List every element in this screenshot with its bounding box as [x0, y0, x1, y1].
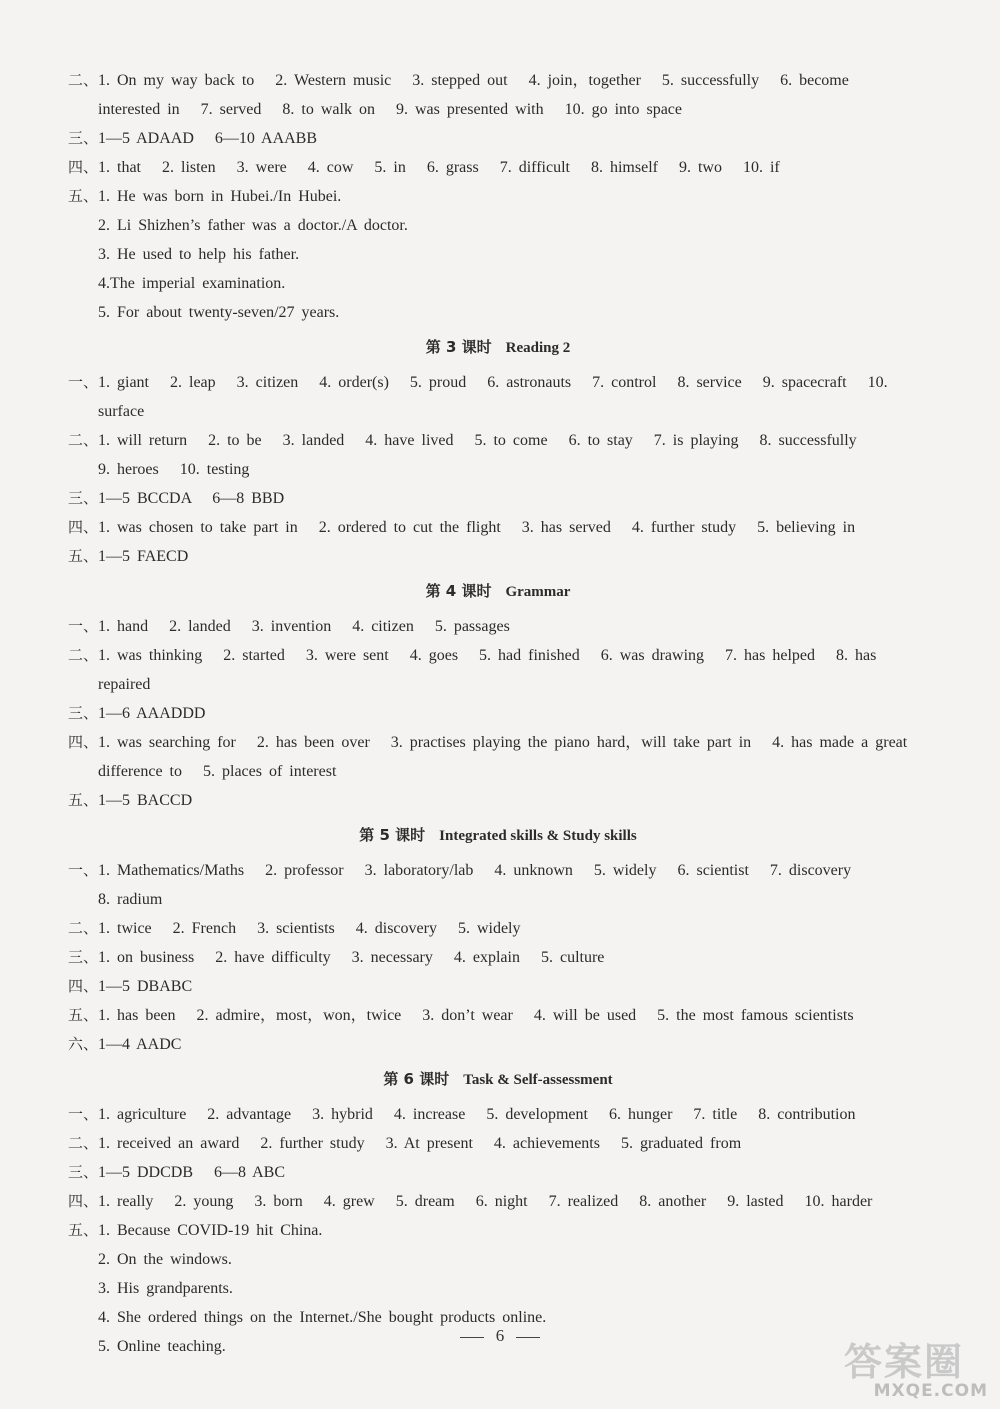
watermark-domain: MXQE.COM	[873, 1381, 988, 1401]
item-number: 四、	[68, 1192, 99, 1210]
heading-title: Task & Self-assessment	[463, 1072, 613, 1088]
item-number: 三、	[68, 948, 99, 966]
item-number: 二、	[68, 919, 99, 937]
item-number: 一、	[68, 617, 99, 635]
item-number: 二、	[68, 1134, 99, 1152]
answer-line	[68, 368, 928, 426]
answer-text: 1—5 DDCDB 6—8 ABC	[98, 1164, 286, 1181]
answer-line	[68, 153, 928, 182]
answer-line	[68, 1274, 928, 1303]
watermark-logo	[778, 1331, 988, 1401]
page-number-value: 6	[495, 1326, 505, 1345]
answer-text: 1—6 AAADDD	[98, 705, 206, 722]
answer-line	[68, 240, 928, 269]
answer-line	[68, 211, 928, 240]
answer-text: 1. He was born in Hubei./In Hubei.	[98, 188, 342, 205]
answer-line	[68, 66, 928, 95]
answer-text: 1. that 2. listen 3. were 4. cow 5. in 6. grass 7. difficult 8. himself 9. two 10. if	[98, 159, 780, 176]
heading-lesson: 第 5 课时	[359, 826, 426, 844]
heading-lesson: 第 4 课时	[425, 582, 492, 600]
answer-line	[68, 757, 928, 786]
answer-line	[68, 699, 928, 728]
item-number: 一、	[68, 373, 99, 391]
section-heading	[68, 821, 928, 850]
answer-line	[68, 1129, 928, 1158]
heading-title: Integrated skills & Study skills	[439, 828, 637, 844]
item-number: 三、	[68, 129, 99, 147]
answer-line	[68, 1216, 928, 1245]
answer-line	[68, 612, 928, 641]
item-number: 一、	[68, 861, 99, 879]
section-heading	[68, 577, 928, 606]
answer-line	[68, 786, 928, 815]
answer-content	[68, 66, 928, 1361]
answer-text: 8. radium	[98, 891, 163, 908]
item-number: 二、	[68, 646, 99, 664]
answer-text: 3. His grandparents.	[98, 1280, 233, 1297]
answer-text: 1—5 DBABC	[98, 978, 193, 995]
item-number: 五、	[68, 1006, 99, 1024]
section-heading	[68, 1065, 928, 1094]
answer-line	[68, 455, 928, 484]
answer-text: 1. twice 2. French 3. scientists 4. discovery 5. widely	[98, 920, 521, 937]
answer-line	[68, 1001, 928, 1030]
answer-line	[68, 943, 928, 972]
answer-text: 1. was chosen to take part in 2. ordered to cut the flight 3. has served 4. further study 5. believing in	[98, 519, 856, 536]
answer-line	[68, 269, 928, 298]
answer-text: 1. agriculture 2. advantage 3. hybrid 4. increase 5. development 6. hunger 7. title 8. contribution	[98, 1106, 856, 1123]
dash-left	[460, 1337, 484, 1338]
item-number: 五、	[68, 1221, 99, 1239]
item-number: 四、	[68, 518, 99, 536]
item-number: 五、	[68, 547, 99, 565]
answer-text: 1. really 2. young 3. born 4. grew 5. dream 6. night 7. realized 8. another 9. lasted 10. harder	[98, 1193, 873, 1210]
item-number: 四、	[68, 733, 99, 751]
section-reading-2	[68, 333, 928, 571]
answer-text: 1. Mathematics/Maths 2. professor 3. laboratory/lab 4. unknown 5. widely 6. scientist 7. discovery	[98, 862, 852, 879]
answer-text: 1. was thinking 2. started 3. were sent 4. goes 5. had finished 6. was drawing 7. has helped 8. has	[98, 647, 877, 664]
answer-line	[68, 1245, 928, 1274]
answer-line	[68, 182, 928, 211]
answer-line	[68, 1030, 928, 1059]
answer-text: 1. giant 2. leap 3. citizen 4. order(s) 5. proud 6. astronauts 7. control 8. service 9. spacecraft 10. surface	[98, 374, 895, 420]
answer-text: 2. On the windows.	[98, 1251, 232, 1268]
answer-text: 1. Because COVID-19 hit China.	[98, 1222, 323, 1239]
answer-text: 1—5 BACCD	[98, 792, 193, 809]
section-grammar	[68, 577, 928, 815]
section-task-self-assessment	[68, 1065, 928, 1361]
answer-text: 1—5 ADAAD 6—10 AAABB	[98, 130, 318, 147]
answer-text: 1. hand 2. landed 3. invention 4. citizen 5. passages	[98, 618, 510, 635]
answer-line	[68, 728, 928, 757]
watermark-title: 答案圈	[843, 1340, 964, 1384]
answer-line	[68, 426, 928, 455]
dash-right	[516, 1337, 540, 1338]
item-number: 二、	[68, 431, 99, 449]
answer-line	[68, 484, 928, 513]
item-number: 五、	[68, 791, 99, 809]
heading-title: Reading 2	[505, 340, 571, 356]
answer-text: 1. received an award 2. further study 3. At present 4. achievements 5. graduated from	[98, 1135, 742, 1152]
heading-title: Grammar	[505, 584, 571, 600]
answer-line	[68, 914, 928, 943]
answer-text: 1. has been 2. admire，most，won，twice 3. don’t wear 4. will be used 5. the most famous scientists	[98, 1007, 854, 1024]
item-number: 二、	[68, 71, 99, 89]
item-number: 三、	[68, 1163, 99, 1181]
item-number: 四、	[68, 977, 99, 995]
answer-text: 4.The imperial examination.	[98, 275, 286, 292]
section-integrated-skills	[68, 821, 928, 1059]
answer-line	[68, 298, 928, 327]
answer-text: 4. She ordered things on the Internet./She bought products online.	[98, 1309, 547, 1326]
answer-text: interested in 7. served 8. to walk on 9. was presented with 10. go into space	[98, 101, 682, 118]
answer-text: 1—5 BCCDA 6—8 BBD	[98, 490, 285, 507]
answer-text: 3. He used to help his father.	[98, 246, 300, 263]
answer-line	[68, 641, 928, 670]
item-number: 四、	[68, 158, 99, 176]
answer-text: 2. Li Shizhen’s father was a doctor./A doctor.	[98, 217, 408, 234]
answer-line	[68, 513, 928, 542]
answer-line	[68, 670, 928, 699]
answer-text: 1. On my way back to 2. Western music 3. stepped out 4. join，together 5. successfully 6. become	[98, 72, 849, 89]
answer-text: repaired	[98, 676, 151, 693]
answer-line	[68, 95, 928, 124]
item-number: 三、	[68, 704, 99, 722]
item-number: 三、	[68, 489, 99, 507]
section-heading	[68, 333, 928, 362]
answer-text: 1—4 AADC	[98, 1036, 182, 1053]
item-number: 五、	[68, 187, 99, 205]
answer-line	[68, 972, 928, 1001]
answer-line	[68, 1158, 928, 1187]
answer-line	[68, 1100, 928, 1129]
answer-text: 1. will return 2. to be 3. landed 4. have lived 5. to come 6. to stay 7. is playing 8. successfully	[98, 432, 857, 449]
answer-line	[68, 542, 928, 571]
answer-text: 5. For about twenty-seven/27 years.	[98, 304, 340, 321]
answer-line	[68, 1187, 928, 1216]
answer-text: 1. on business 2. have difficulty 3. necessary 4. explain 5. culture	[98, 949, 605, 966]
answer-line	[68, 856, 928, 885]
answer-line	[68, 885, 928, 914]
answer-text: 1—5 FAECD	[98, 548, 189, 565]
heading-lesson: 第 6 课时	[383, 1070, 450, 1088]
answer-text: 9. heroes 10. testing	[98, 461, 250, 478]
item-number: 一、	[68, 1105, 99, 1123]
item-number: 六、	[68, 1035, 99, 1053]
answer-text: 5. Online teaching.	[98, 1338, 226, 1355]
answer-text: difference to 5. places of interest	[98, 763, 337, 780]
answer-line	[68, 124, 928, 153]
answer-text: 1. was searching for 2. has been over 3. practises playing the piano hard，will take part in 4. has made a great	[98, 734, 908, 751]
heading-lesson: 第 3 课时	[425, 338, 492, 356]
intro-block	[68, 66, 928, 327]
